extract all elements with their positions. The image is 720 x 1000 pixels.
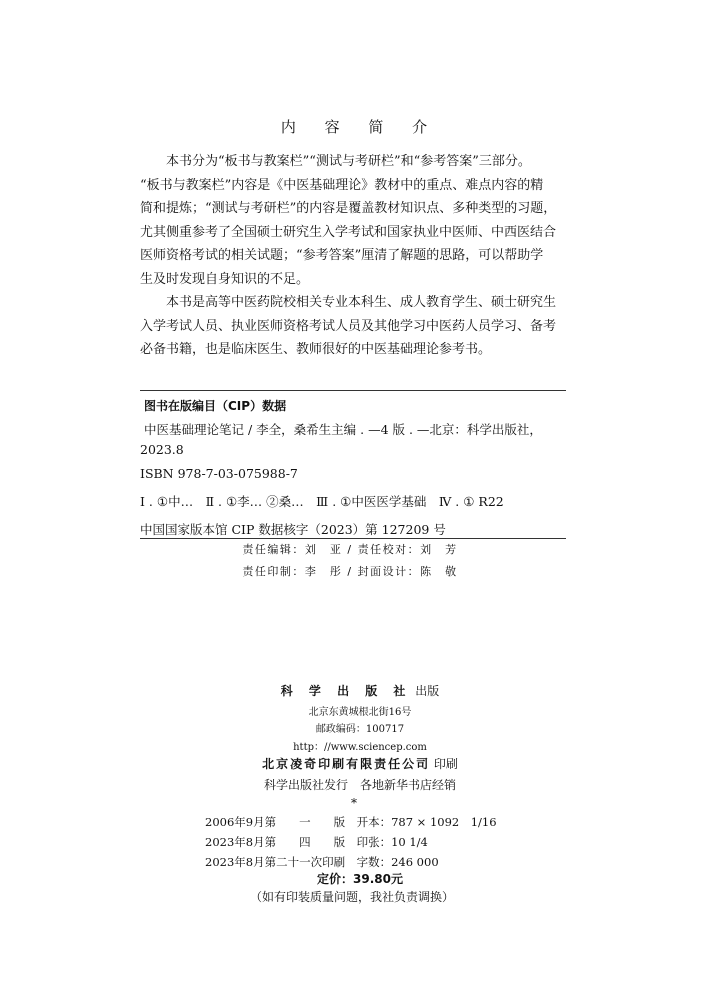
cip-date-line: 2023.8 bbox=[140, 442, 184, 457]
publisher-name: 科 学 出 版 社 bbox=[280, 684, 412, 698]
publisher-suffix: 出版 bbox=[415, 684, 440, 698]
publisher-line bbox=[0, 682, 720, 699]
intro-line: 本书是高等中医药院校相关专业本科生、成人教育学生、硕士研究生 bbox=[140, 295, 557, 310]
price-label: 定价：39.80元 bbox=[317, 872, 403, 886]
intro-line: 医师资格考试的相关试题；“参考答案”厘清了解题的思路，可以帮助学 bbox=[140, 248, 544, 263]
cip-classification: Ⅰ . ①中… Ⅱ . ①李… ②桑… Ⅲ . ①中医医学基础 Ⅳ . ① R22 bbox=[140, 494, 504, 509]
page-title: 内 容 简 介 bbox=[280, 118, 440, 136]
cip-title-line: 中医基础理论笔记 / 李全，桑希生主编 . —4 版 . —北京：科学出版社， bbox=[144, 422, 542, 437]
editors-line-2: 责任印制：李 彤 / 封面设计：陈 敬 bbox=[242, 565, 458, 578]
printer-line bbox=[0, 755, 720, 772]
intro-line: 简和提炼；“测试与考研栏”的内容是覆盖教材知识点、多种类型的习题， bbox=[140, 201, 557, 216]
publisher-url: http：//www.sciencep.com bbox=[293, 742, 427, 753]
cip-heading: 图书在版编目（CIP）数据 bbox=[144, 399, 287, 413]
quality-note: （如有印装质量问题，我社负责调换） bbox=[249, 890, 454, 904]
cip-top-rule bbox=[140, 390, 566, 391]
publisher-postcode: 邮政编码：100717 bbox=[315, 724, 405, 735]
cip-check-number: 中国国家版本馆 CIP 数据核字（2023）第 127209 号 bbox=[140, 522, 446, 537]
publisher-address: 北京东黄城根北街16号 bbox=[308, 707, 412, 718]
intro-line: “板书与教案栏”内容是《中医基础理论》教材中的重点、难点内容的精 bbox=[140, 177, 544, 193]
intro-paragraph-1 bbox=[140, 150, 580, 291]
spec-line-1: 2006年9月第 一 版 开本：787 × 1092 1/16 bbox=[205, 815, 497, 829]
intro-paragraph-2 bbox=[140, 291, 580, 362]
distribution-line: 科学出版社发行 各地新华书店经销 bbox=[263, 778, 456, 792]
editors-line-1: 责任编辑：刘 亚 / 责任校对：刘 芳 bbox=[242, 543, 458, 556]
cip-block bbox=[140, 396, 580, 540]
intro-line: 入学考试人员、执业医师资格考试人员及其他学习中医药人员学习、备考 bbox=[140, 318, 557, 334]
intro-line: 生及时发现自身知识的不足。 bbox=[140, 271, 310, 287]
cip-bottom-rule bbox=[140, 538, 566, 539]
cip-isbn: ISBN 978-7-03-075988-7 bbox=[140, 466, 298, 481]
printer-suffix: 印刷 bbox=[433, 757, 458, 771]
separator-star: * bbox=[351, 796, 357, 810]
intro-line: 必备书籍，也是临床医生、教师很好的中医基础理论参考书。 bbox=[140, 342, 492, 357]
intro-line: 本书分为“板书与教案栏”“测试与考研栏”和“参考答案”三部分。 bbox=[140, 154, 531, 169]
spec-line-3: 2023年8月第二十一次印刷 字数：246 000 bbox=[205, 855, 439, 869]
printer-name: 北京凌奇印刷有限责任公司 bbox=[262, 757, 431, 771]
spec-line-2: 2023年8月第 四 版 印张：10 1/4 bbox=[205, 835, 428, 849]
intro-line: 尤其侧重参考了全国硕士研究生入学考试和国家执业中医师、中西医结合 bbox=[140, 224, 557, 240]
